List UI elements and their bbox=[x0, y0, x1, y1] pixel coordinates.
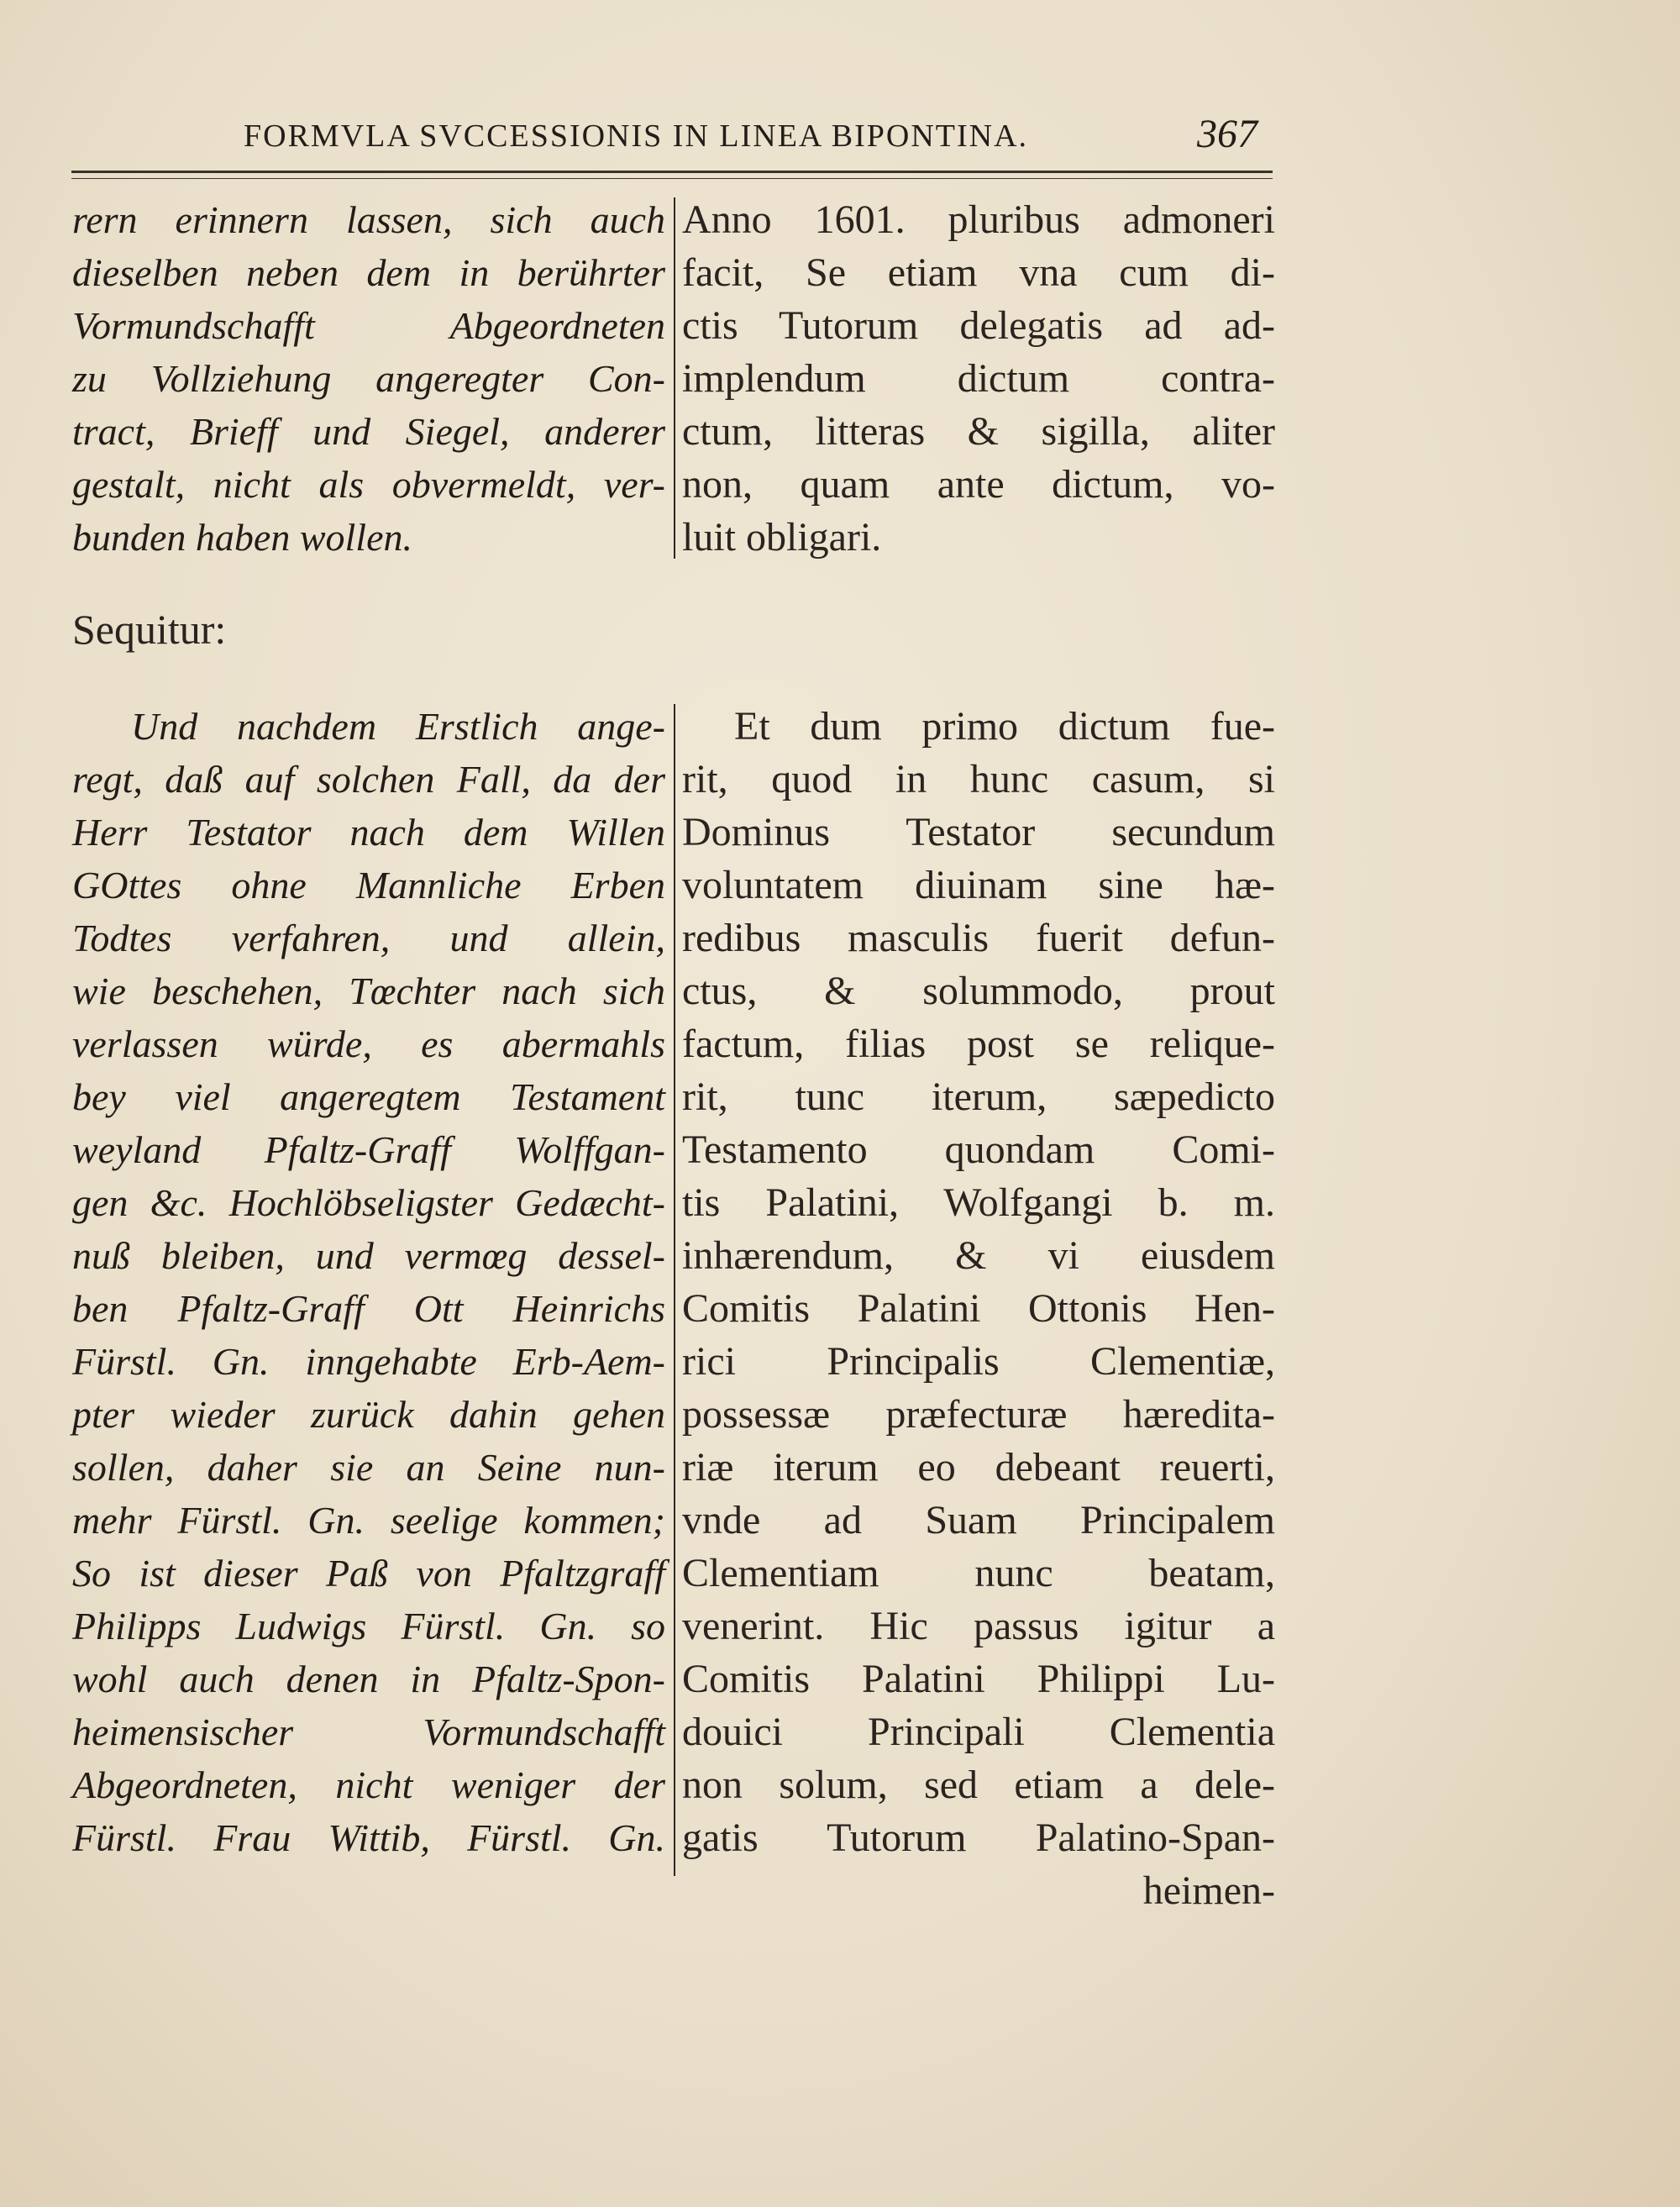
text-line: Clementiam nunc beatam, bbox=[682, 1551, 1275, 1595]
text-line: regt, daß auf solchen Fall, da der bbox=[72, 758, 665, 801]
text-line: vnde ad Suam Principalem bbox=[682, 1498, 1275, 1542]
text-line: sollen, daher sie an Seine nun- bbox=[72, 1446, 665, 1489]
text-line: Philipps Ludwigs Fürstl. Gn. so bbox=[72, 1605, 665, 1647]
text-line: gen &c. Hochlöbseligster Gedæcht- bbox=[72, 1181, 665, 1224]
text-line: riæ iterum eo debeant reuerti, bbox=[682, 1445, 1275, 1490]
text-line: possessæ præfecturæ hæredita- bbox=[682, 1392, 1275, 1437]
column-divider bbox=[674, 704, 675, 1876]
text-line: wohl auch denen in Pfaltz-Spon- bbox=[72, 1658, 665, 1700]
text-line: Comitis Palatini Philippi Lu- bbox=[682, 1657, 1275, 1701]
text-line: Anno 1601. pluribus admoneri bbox=[682, 197, 1275, 242]
running-title: FORMVLA SVCCESSIONIS IN LINEA BIPONTINA. bbox=[244, 118, 1029, 154]
text-line: Abgeordneten, nicht weniger der bbox=[72, 1763, 665, 1806]
text-line: non, quam ante dictum, vo- bbox=[682, 462, 1275, 507]
text-line: So ist dieser Paß von Pfaltzgraff bbox=[72, 1552, 665, 1595]
text-line: Fürstl. Frau Wittib, Fürstl. Gn. bbox=[72, 1816, 665, 1859]
text-line: weyland Pfaltz-Graff Wolffgan- bbox=[72, 1128, 665, 1171]
page-number: 367 bbox=[1197, 112, 1257, 156]
text-line: Comitis Palatini Ottonis Hen- bbox=[682, 1286, 1275, 1331]
text-line: Testamento quondam Comi- bbox=[682, 1127, 1275, 1172]
text-line: voluntatem diuinam sine hæ- bbox=[682, 863, 1275, 907]
text-line: Vormundschafft Abgeordneten bbox=[72, 304, 665, 347]
text-line: gatis Tutorum Palatino-Span- bbox=[682, 1816, 1275, 1860]
text-line: non solum, sed etiam a dele- bbox=[682, 1763, 1275, 1807]
text-line: ben Pfaltz-Graff Ott Heinrichs bbox=[72, 1287, 665, 1330]
text-line: tis Palatini, Wolfgangi b. m. bbox=[682, 1180, 1275, 1225]
text-line: mehr Fürstl. Gn. seelige kommen; bbox=[72, 1499, 665, 1542]
german-column-2 bbox=[72, 700, 665, 1864]
text-line: venerint. Hic passus igitur a bbox=[682, 1604, 1275, 1648]
text-line: bey viel angeregtem Testament bbox=[72, 1075, 665, 1118]
text-line: Herr Testator nach dem Willen bbox=[72, 811, 665, 854]
text-line: ctum, litteras & sigilla, aliter bbox=[682, 409, 1275, 454]
text-line: bunden haben wollen. bbox=[72, 516, 412, 559]
text-line: rit, quod in hunc casum, si bbox=[682, 757, 1275, 801]
text-line: Fürstl. Gn. inngehabte Erb-Aem- bbox=[72, 1340, 665, 1383]
text-line: gestalt, nicht als obvermeldt, ver- bbox=[72, 463, 665, 506]
header-rule bbox=[71, 171, 1273, 179]
text-line: luit obligari. bbox=[682, 515, 882, 560]
text-line: Dominus Testator secundum bbox=[682, 810, 1275, 854]
text-line: Todtes verfahren, und allein, bbox=[72, 917, 665, 959]
catchword: heimen- bbox=[1142, 1868, 1275, 1913]
text-line: factum, filias post se relique- bbox=[682, 1022, 1275, 1066]
text-line: zu Vollziehung angeregter Con- bbox=[72, 357, 665, 400]
column-divider bbox=[674, 197, 675, 559]
text-line: dieselben neben dem in berührter bbox=[72, 251, 665, 294]
text-line: ctus, & solummodo, prout bbox=[682, 969, 1275, 1013]
text-line: redibus masculis fuerit defun- bbox=[682, 916, 1275, 960]
sequitur-heading: Sequitur: bbox=[72, 606, 227, 653]
text-line: pter wieder zurück dahin gehen bbox=[72, 1393, 665, 1436]
text-line: heimensischer Vormundschafft bbox=[72, 1710, 665, 1753]
text-line: rern erinnern lassen, sich auch bbox=[72, 198, 665, 241]
text-line: douici Principali Clementia bbox=[682, 1710, 1275, 1754]
text-line: rici Principalis Clementiæ, bbox=[682, 1339, 1275, 1384]
text-line: wie beschehen, Tœchter nach sich bbox=[72, 970, 665, 1012]
text-line: nuß bleiben, und vermœg dessel- bbox=[72, 1234, 665, 1277]
german-column-1 bbox=[72, 193, 665, 564]
text-line: tract, Brieff und Siegel, anderer bbox=[72, 410, 665, 453]
latin-column-1 bbox=[682, 193, 1275, 564]
text-line: facit, Se etiam vna cum di- bbox=[682, 250, 1275, 295]
latin-column-2 bbox=[682, 700, 1275, 1917]
text-line: ctis Tutorum delegatis ad ad- bbox=[682, 303, 1275, 348]
text-line: implendum dictum contra- bbox=[682, 356, 1275, 401]
text-line: GOttes ohne Mannliche Erben bbox=[72, 864, 665, 906]
text-line: Et dum primo dictum fue- bbox=[734, 704, 1275, 749]
text-line: rit, tunc iterum, sæpedicto bbox=[682, 1075, 1275, 1119]
text-line: verlassen würde, es abermahls bbox=[72, 1022, 665, 1065]
text-line: Und nachdem Erstlich ange- bbox=[131, 705, 665, 748]
text-line: inhærendum, & vi eiusdem bbox=[682, 1233, 1275, 1278]
